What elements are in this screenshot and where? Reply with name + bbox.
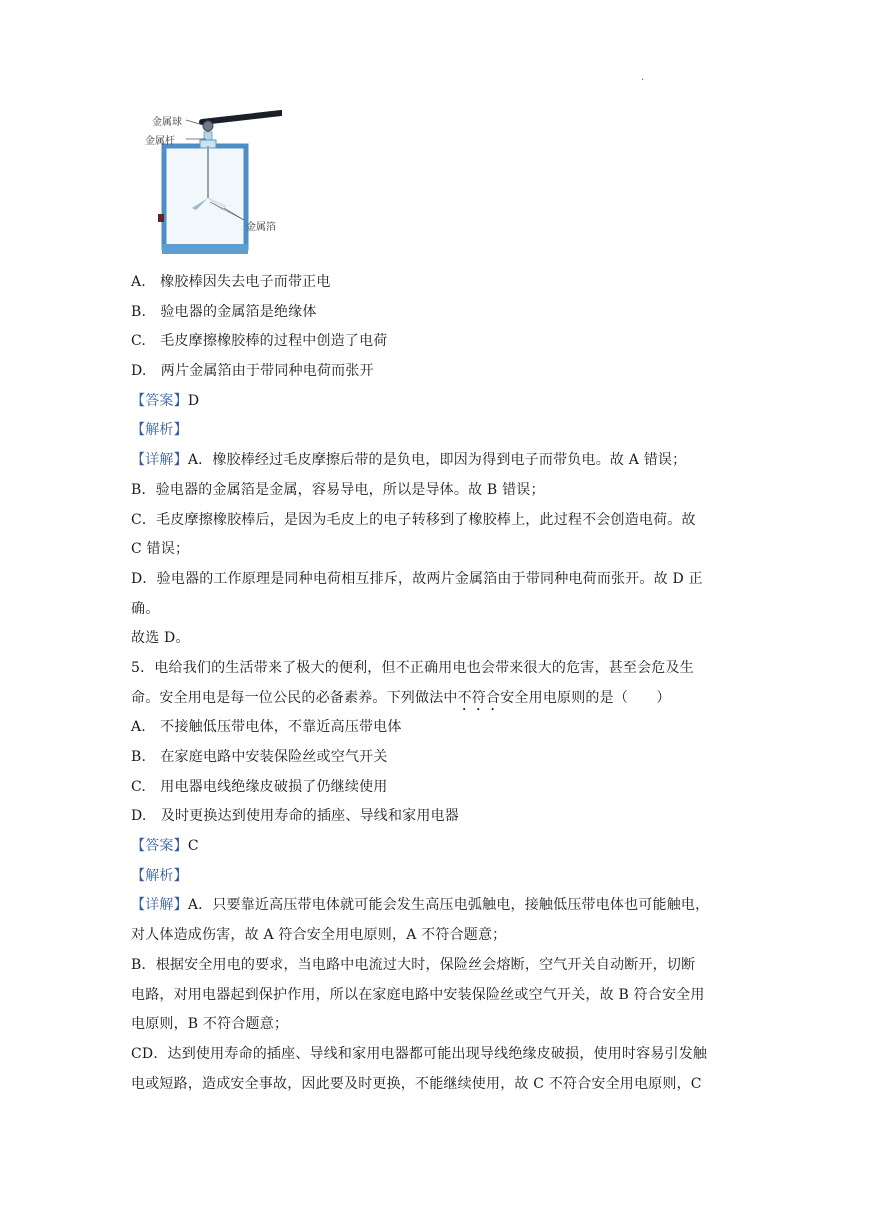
answer-value: C [187, 838, 199, 855]
q4-detail-line: D．验电器的工作原理是同种电荷相互排斥，故两片金属箔由于带同种电荷而张开。故 D 正 [131, 570, 703, 587]
q5-detail-line: B．根据安全用电的要求，当电路中电流过大时，保险丝会熔断，空气开关自动断开，切断 [131, 956, 696, 973]
option-letter: D. [131, 363, 147, 380]
question-content [131, 268, 751, 1099]
q5-option-d [131, 802, 751, 832]
q5-option-a [131, 713, 751, 743]
q5-detail-line: 电或短路，造成安全事故，因此要及时更换，不能继续使用，故 C 不符合安全用电原则，C [131, 1075, 702, 1092]
q5-detail-line: 对人体造成伤害，故 A 符合安全用电原则，A 不符合题意； [131, 927, 507, 944]
detail-tag: 【详解】 [131, 452, 188, 469]
header-dot: . [641, 72, 645, 83]
label-metal-rod: 金属杆 [145, 136, 175, 147]
q4-detail-line: B．验电器的金属箔是金属，容易导电，所以是导体。故 B 错误； [131, 481, 545, 498]
option-text: 两片金属箔由于带同种电荷而张开 [160, 363, 374, 380]
label-metal-foil: 金属箔 [246, 222, 276, 233]
option-text: 验电器的金属箔是绝缘体 [160, 303, 317, 320]
option-letter: A. [131, 719, 146, 736]
answer-value: D [187, 392, 200, 409]
q4-option-a [131, 268, 751, 298]
q4-detail-line: 故选 D。 [131, 630, 190, 647]
option-text: 毛皮摩擦橡胶棒的过程中创造了电荷 [160, 333, 388, 350]
answer-tag: 【答案】 [131, 392, 188, 409]
q5-answer [131, 832, 751, 862]
option-text: 在家庭电路中安装保险丝或空气开关 [160, 749, 388, 765]
analysis-tag: 【解析】 [131, 867, 188, 884]
q4-option-c [131, 327, 751, 357]
label-metal-ball: 金属球 [152, 117, 182, 128]
option-letter: D. [131, 808, 147, 825]
q4-answer [131, 387, 751, 417]
option-text: 橡胶棒因失去电子而带正电 [160, 274, 331, 290]
q4-detail-line: C 错误； [131, 541, 190, 558]
option-letter: C. [131, 333, 147, 350]
detail-text: A．橡胶棒经过毛皮摩擦后带的是负电，即因为得到电子而带负电。故 A 错误； [187, 452, 687, 469]
stem-text: 安全用电原则的是（ ） [500, 689, 671, 706]
detail-tag: 【详解】 [131, 897, 188, 914]
q4-analysis [131, 416, 751, 446]
q5-stem-line: 5．电给我们的生活带来了极大的便利，但不正确用电也会带来很大的危害，甚至会危及生 [131, 659, 694, 676]
analysis-tag: 【解析】 [131, 422, 188, 439]
q5-stem-line [131, 684, 751, 714]
q4-option-b [131, 298, 751, 328]
q5-option-c [131, 773, 751, 803]
option-letter: B. [131, 749, 147, 765]
stem-text: 命。安全用电是每一位公民的必备素养。下列做法中 [131, 689, 458, 706]
answer-tag: 【答案】 [131, 838, 188, 855]
q5-detail-line: 电路，对用电器起到保护作用，所以在家庭电路中安装保险丝或空气开关，故 B 符合安全用 [131, 986, 705, 1003]
option-text: 用电器电线绝缘皮破损了仍继续使用 [160, 778, 388, 795]
q5-detail-line [131, 891, 751, 921]
electroscope-figure [140, 110, 282, 258]
q4-detail-line: C．毛皮摩擦橡胶棒后，是因为毛皮上的电子转移到了橡胶棒上，此过程不会创造电荷。故 [131, 511, 696, 528]
q5-detail-line: 电原则，B 不符合题意； [131, 1016, 289, 1033]
option-letter: B. [131, 303, 147, 320]
q4-option-d [131, 357, 751, 387]
option-letter: C. [131, 778, 147, 795]
q4-detail-line [131, 446, 751, 476]
option-text: 及时更换达到使用寿命的插座、导线和家用电器 [160, 808, 459, 825]
option-text: 不接触低压带电体，不靠近高压带电体 [160, 719, 402, 736]
q5-detail-line: CD．达到使用寿命的插座、导线和家用电器都可能出现导线绝缘皮破损，使用时容易引发触 [131, 1045, 708, 1062]
q5-analysis [131, 862, 751, 892]
option-letter: A. [131, 274, 146, 290]
q5-option-b [131, 743, 751, 773]
q4-detail-line: 确。 [131, 600, 160, 617]
detail-text: A．只要靠近高压带电体就可能会发生高压电弧触电，接触低压带电体也可能触电， [187, 897, 710, 914]
stem-emphasis: 不符合 [457, 689, 501, 706]
